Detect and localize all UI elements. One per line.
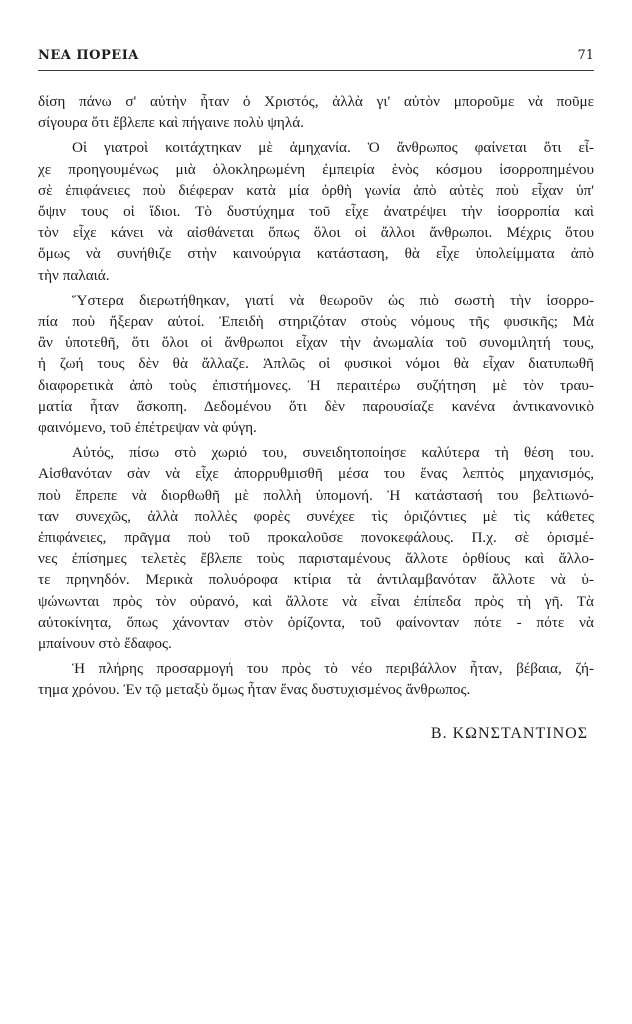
text-line: τημα χρόνου. Ἐν τῷ μεταξὺ ὅμως ἦταν ἕνας δυστυχισμένος ἄνθρωπος.	[38, 681, 471, 699]
text-line: δίση πάνω σ' αὐτὴν ἦταν ὁ Χριστός, ἀλλὰ γι' αὐτὸν μποροῦμε νὰ ποῦμε	[38, 93, 594, 110]
text-line: σὲ ἐπιφάνειες ποὺ διέφεραν κατὰ μία ὀρθὴ γωνία ἀπὸ αὐτὲς ποὺ εἶχαν ὑπ'	[38, 181, 594, 199]
author-signature: Β. ΚΩΝΣΤΑΝΤΙΝΟΣ	[430, 724, 588, 742]
text-line: ἡ ζωή τους δὲν θὰ ἄλλαζε. Ἁπλῶς οἱ φυσικοὶ νόμοι θὰ εἶχαν διατυπωθῆ	[38, 355, 594, 373]
text-line: ὅμως νὰ συνήθιζε στὴν καινούργια κατάσταση, θὰ εἶχε ὑπολείμματα ἀπὸ	[38, 245, 594, 263]
text-line: σίγουρα ὅτι ἔβλεπε καὶ πήγαινε πολὺ ψηλά.	[38, 114, 304, 132]
text-line: πία ποὺ ἤξεραν αὐτοί. Ἐπειδὴ στηριζόταν στοὺς νόμους τῆς φυσικῆς; Μὰ	[38, 313, 594, 331]
text-line: χε προηγουμένως μιὰ ὁλοκληρωμένη ἐμπειρία ἑνὸς κόσμου ἰσορροπημένου	[38, 160, 594, 178]
text-line: Οἱ γιατροὶ κοιτάχτηκαν μὲ ἀμηχανία. Ὁ ἄνθρωπος φαίνεται ὅτι εἶ-	[72, 139, 594, 157]
paragraph	[38, 137, 594, 285]
text-line: ματία ἦταν ἄσκοπη. Δεδομένου ὅτι δὲν παρουσίαζε κανένα ἀντικανονικὸ	[38, 397, 594, 415]
text-line: ψώνωνται πρὸς τὸν οὐρανό, καὶ ἄλλοτε νὰ εἶναι ἐπίπεδα πρὸς τὴ γῆ. Τὰ	[38, 592, 594, 610]
text-line: Αὐτός, πίσω στὸ χωριό του, συνειδητοποίησε καλύτερα τὴ θέση του.	[72, 444, 594, 462]
text-line: ταν συνεχῶς, ἀλλὰ πολλὲς φορὲς συνέχεε τὶς ὁριζόντιες μὲ τὶς κάθετες	[38, 507, 594, 525]
page	[38, 48, 594, 743]
paragraph	[38, 658, 594, 700]
text-line: τὸν εἶχε κάνει νὰ αἰσθάνεται ὅπως ὅλοι οἱ ἄλλοι ἄνθρωποι. Μέχρις ὅτου	[38, 224, 594, 242]
text-line: Ὕστερα διερωτήθηκαν, γιατί νὰ θεωροῦν ὡς πιὸ σωστὴ τὴν ἰσορρο-	[72, 291, 594, 309]
text-line: ὄψιν τους οἱ ἴδιοι. Τὸ δυστύχημα τοῦ εἶχε ἀνατρέψει τὴν ἰσορροπία καὶ	[38, 203, 594, 221]
text-line: ποὺ ἔπρεπε νὰ διορθωθῆ μὲ πολλὴ ὑπομονή. Ἡ κατάστασή του βελτιωνό-	[38, 486, 594, 504]
text-line: μπαίνουν στὸ ἔδαφος.	[38, 635, 172, 653]
journal-title: ΝΕΑ ΠΟΡΕΙΑ	[38, 48, 139, 63]
running-header	[38, 48, 594, 71]
article-body	[38, 91, 594, 701]
paragraph	[38, 290, 594, 438]
text-line: νες ἐπίσημες τελετὲς ἔβλεπε τοὺς παρισταμένους ἄλλοτε ὀρθίους καὶ ἄλλο-	[38, 550, 594, 568]
page-number: 71	[577, 48, 594, 63]
text-line: αὐτοκίνητα, ὅπως χάνονταν στὸν ὁρίζοντα, τοῦ φαίνονταν πότε - πότε νὰ	[38, 613, 594, 631]
paragraph	[38, 442, 594, 654]
text-line: τε πρηνηδόν. Μερικὰ πολυόροφα κτίρια τὰ ἀντιλαμβανόταν ἄλλοτε νὰ ὑ-	[38, 571, 594, 589]
paragraph	[38, 91, 594, 133]
text-line: διαφορετικὰ ἀπὸ τοὺς ἐπιστήμονες. Ἡ περαιτέρω συζήτηση μὲ τὸν τραυ-	[38, 376, 594, 394]
text-line: Αἰσθανόταν σὰν νὰ εἶχε ἀπορρυθμισθῆ μέσα του ἕνας λεπτὸς μηχανισμός,	[38, 465, 594, 483]
text-line: Ἡ πλήρης προσαρμογή του πρὸς τὸ νέο περιβάλλον ἦταν, βέβαια, ζή-	[72, 660, 594, 678]
text-line: ἐπιφάνειες, πρᾶγμα ποὺ τοῦ προκαλοῦσε πονοκεφάλους. Π.χ. σὲ ὁρισμέ-	[38, 529, 594, 547]
text-line: φαινόμενο, τοῦ ἐπέτρεψαν νὰ φύγη.	[38, 419, 257, 437]
text-line: ἂν ὑποτεθῆ, ὅτι ὅλοι οἱ ἄνθρωποι εἶχαν τὴν ἀνωμαλία τοῦ συνομιλητή τους,	[38, 334, 594, 352]
text-line: τὴν παλαιά.	[38, 266, 110, 284]
